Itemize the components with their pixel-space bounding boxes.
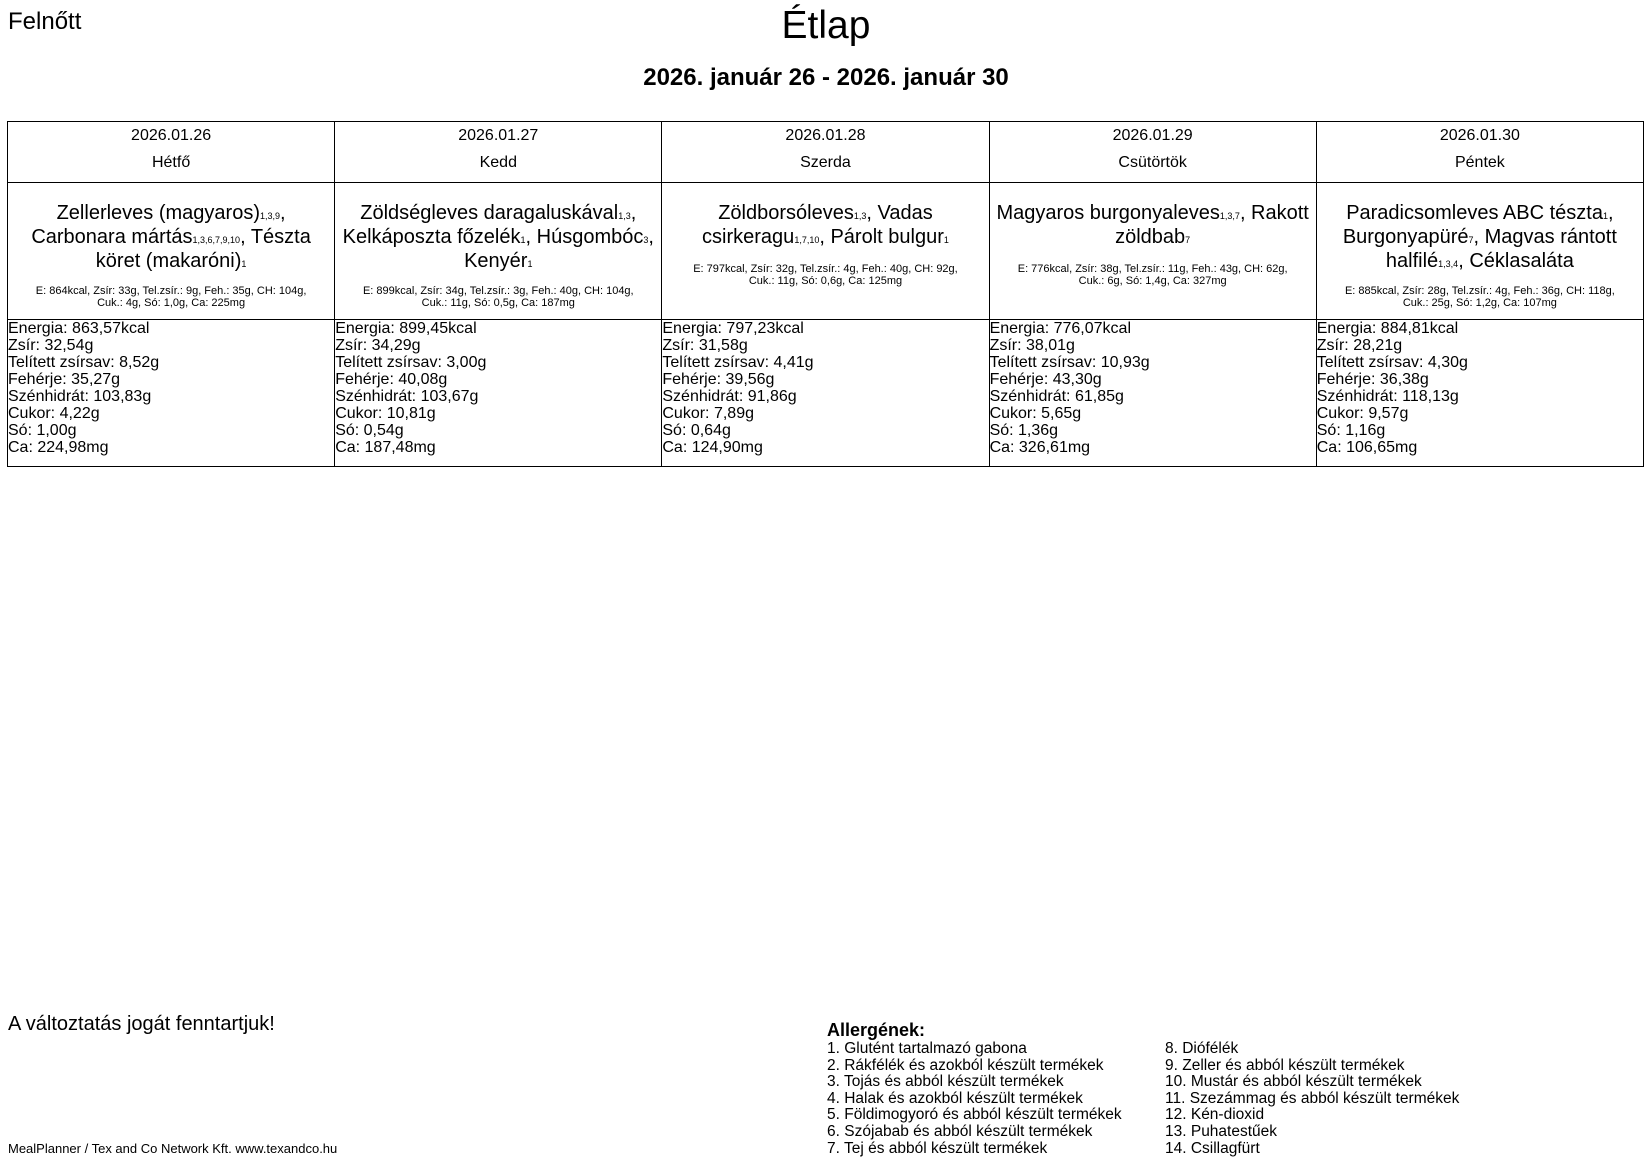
meal-cell [1316, 183, 1643, 320]
short-nutrition-line: E: 797kcal, Zsír: 32g, Tel.zsír.: 4g, Feh.: 40g, CH: 92g, [693, 263, 958, 275]
nutrition-cell [1316, 320, 1643, 467]
nutrition-value: Szénhidrát: 103,67g [335, 388, 479, 405]
nutrition-value: Telített zsírsav: 3,00g [335, 354, 487, 371]
nutrition-value: Telített zsírsav: 4,41g [662, 354, 814, 371]
short-nutrition-line: Cuk.: 4g, Só: 1,0g, Ca: 225mg [97, 297, 246, 309]
nutrition-value: Cukor: 9,57g [1316, 405, 1409, 422]
nutrition-value: Energia: 776,07kcal [989, 320, 1131, 337]
nutrition-value: Ca: 106,65mg [1316, 439, 1418, 456]
nutrition-value: Zsír: 32,54g [8, 337, 94, 354]
allergen-item: 10. Mustár és abból készült termékek [1165, 1073, 1422, 1091]
nutrition-value: Energia: 899,45kcal [335, 320, 477, 337]
meal-cell [335, 183, 662, 320]
meal-cell [8, 183, 335, 320]
change-notice: A változtatás jogát fenntartjuk! [8, 1013, 275, 1035]
nutrition-value: Ca: 326,61mg [989, 439, 1091, 456]
meal-description: Paradicsomleves ABC tészta1, Burgonyapüré7, Magvas rántott halfilé1,3,4, Céklasaláta [1342, 202, 1617, 272]
short-nutrition-line: Cuk.: 11g, Só: 0,5g, Ca: 187mg [421, 297, 575, 309]
nutrition-cell [662, 320, 989, 467]
short-nutrition-line: E: 885kcal, Zsír: 28g, Tel.zsír.: 4g, Feh.: 36g, CH: 118g, [1344, 285, 1615, 297]
allergen-item: 14. Csillagfürt [1165, 1139, 1260, 1157]
nutrition-value: Cukor: 10,81g [335, 405, 436, 422]
nutrition-value: Só: 1,16g [1316, 422, 1386, 439]
allergen-item: 4. Halak és azokból készült termékek [827, 1089, 1083, 1107]
day-name: Péntek [1454, 154, 1505, 171]
day-header [989, 122, 1316, 183]
allergen-item: 5. Földimogyoró és abból készült termékek [827, 1106, 1122, 1124]
short-nutrition-line: E: 899kcal, Zsír: 34g, Tel.zsír.: 3g, Feh.: 40g, CH: 104g, [362, 285, 634, 297]
day-name: Hétfő [151, 154, 191, 171]
allergen-item: 8. Diófélék [1165, 1040, 1239, 1057]
nutrition-value: Szénhidrát: 103,83g [8, 388, 152, 405]
nutrition-value: Ca: 187,48mg [335, 439, 436, 456]
nutrition-value: Energia: 797,23kcal [662, 320, 804, 337]
allergen-item: 11. Szezámmag és abból készült termékek [1165, 1089, 1460, 1107]
meal-cell [989, 183, 1316, 320]
day-name: Csütörtök [1118, 154, 1187, 171]
day-date: 2026.01.27 [458, 127, 539, 144]
day-header [335, 122, 662, 183]
nutrition-value: Só: 1,36g [989, 422, 1059, 439]
nutrition-value: Zsír: 34,29g [335, 337, 421, 354]
nutrition-value: Szénhidrát: 118,13g [1316, 388, 1459, 405]
day-header [1316, 122, 1643, 183]
day-header [8, 122, 335, 183]
nutrition-value: Szénhidrát: 91,86g [662, 388, 797, 405]
meal-row [8, 183, 1644, 320]
meal-description: Zöldségleves daragaluskával1,3, Kelkáposzta főzelék1, Húsgombóc3, Kenyér1 [342, 202, 654, 272]
footer-credit: MealPlanner / Tex and Co Network Kft. www.texandco.hu [8, 1141, 338, 1156]
nutrition-value: Ca: 124,90mg [662, 439, 763, 456]
nutrition-value: Zsír: 31,58g [662, 337, 748, 354]
allergen-item: 3. Tojás és abból készült termékek [827, 1073, 1064, 1091]
nutrition-value: Energia: 863,57kcal [8, 320, 150, 337]
allergen-item: 6. Szójabab és abból készült termékek [827, 1122, 1093, 1140]
nutrition-value: Zsír: 38,01g [989, 337, 1075, 354]
allergens-heading: Allergének: [827, 1020, 926, 1040]
nutrition-value: Telített zsírsav: 8,52g [8, 354, 160, 371]
nutrition-value: Fehérje: 43,30g [989, 371, 1102, 388]
nutrition-cell [335, 320, 662, 467]
meal-cell [662, 183, 989, 320]
short-nutrition-line: Cuk.: 6g, Só: 1,4g, Ca: 327mg [1078, 275, 1227, 287]
nutrition-value: Cukor: 5,65g [989, 405, 1082, 422]
allergen-item: 13. Puhatestűek [1165, 1122, 1278, 1140]
nutrition-value: Szénhidrát: 61,85g [989, 388, 1124, 405]
day-date: 2026.01.29 [1112, 127, 1193, 144]
allergen-item: 1. Glutént tartalmazó gabona [827, 1040, 1027, 1057]
nutrition-value: Fehérje: 40,08g [335, 371, 448, 388]
nutrition-value: Cukor: 7,89g [662, 405, 754, 422]
allergen-item: 9. Zeller és abból készült termékek [1165, 1056, 1405, 1074]
nutrition-row [8, 320, 1644, 467]
short-nutrition-line: Cuk.: 25g, Só: 1,2g, Ca: 107mg [1402, 297, 1557, 309]
nutrition-value: Telített zsírsav: 10,93g [989, 354, 1150, 371]
nutrition-value: Telített zsírsav: 4,30g [1316, 354, 1468, 371]
short-nutrition-line: E: 864kcal, Zsír: 33g, Tel.zsír.: 9g, Feh.: 35g, CH: 104g, [35, 285, 307, 297]
day-date: 2026.01.26 [131, 127, 212, 144]
meal-description: Magyaros burgonyaleves1,3,7, Rakott zöldbab7 [996, 202, 1309, 248]
nutrition-value: Só: 0,64g [662, 422, 731, 439]
nutrition-value: Cukor: 4,22g [8, 405, 100, 422]
allergens-list-1 [827, 1041, 1122, 1157]
nutrition-value: Ca: 224,98mg [8, 439, 109, 456]
allergens-list-2 [1165, 1041, 1459, 1157]
day-date: 2026.01.28 [785, 127, 866, 144]
allergen-item: 2. Rákfélék és azokból készült termékek [827, 1056, 1104, 1074]
nutrition-value: Fehérje: 36,38g [1316, 371, 1429, 388]
nutrition-value: Só: 1,00g [8, 422, 77, 439]
nutrition-cell [8, 320, 335, 467]
category-label: Felnőtt [8, 8, 82, 35]
page-title: Étlap [781, 4, 871, 47]
allergen-item: 12. Kén-dioxid [1165, 1106, 1265, 1124]
allergen-item: 7. Tej és abból készült termékek [827, 1139, 1048, 1157]
nutrition-value: Zsír: 28,21g [1316, 337, 1403, 354]
short-nutrition-line: E: 776kcal, Zsír: 38g, Tel.zsír.: 11g, Feh.: 43g, CH: 62g, [1017, 263, 1288, 275]
date-range: 2026. január 26 - 2026. január 30 [643, 64, 1009, 91]
nutrition-value: Fehérje: 35,27g [8, 371, 121, 388]
day-header-row [8, 122, 1644, 183]
day-name: Szerda [800, 154, 851, 171]
short-nutrition-line: Cuk.: 11g, Só: 0,6g, Ca: 125mg [748, 275, 903, 287]
nutrition-cell [989, 320, 1316, 467]
meal-description: Zellerleves (magyaros)1,3,9, Carbonara mártás1,3,6,7,9,10, Tészta köret (makaróni)1 [31, 202, 311, 272]
meal-description: Zöldborsóleves1,3, Vadas csirkeragu1,7,10, Párolt bulgur1 [702, 202, 949, 248]
nutrition-value: Fehérje: 39,56g [662, 371, 775, 388]
nutrition-value: Energia: 884,81kcal [1316, 320, 1459, 337]
day-header [662, 122, 989, 183]
day-date: 2026.01.30 [1439, 127, 1520, 144]
menu-table [7, 121, 1644, 467]
nutrition-value: Só: 0,54g [335, 422, 404, 439]
day-name: Kedd [479, 154, 517, 171]
